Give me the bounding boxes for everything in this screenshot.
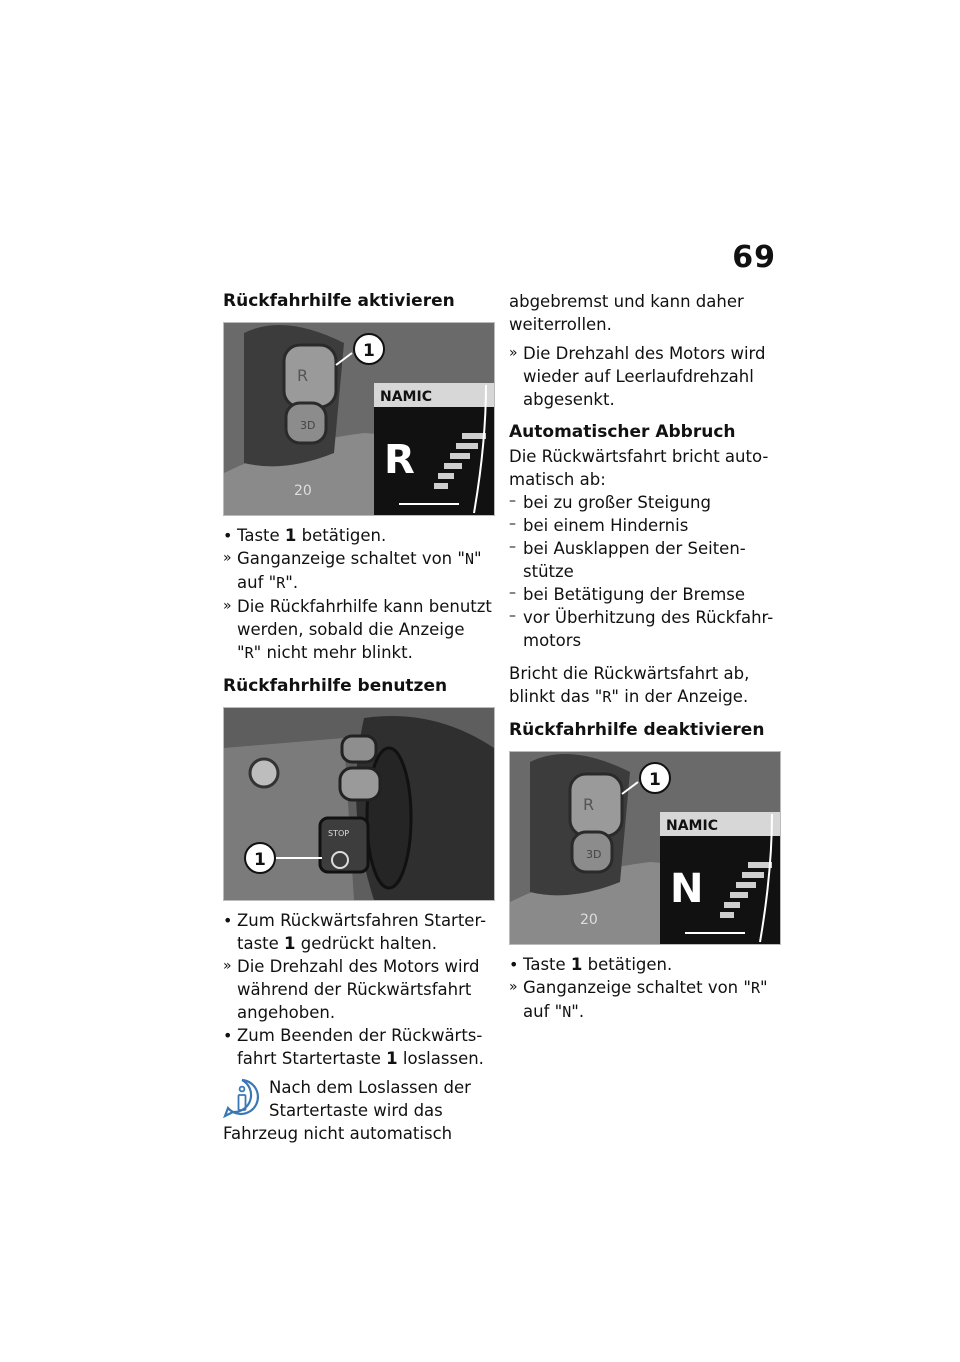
right-column bbox=[509, 290, 781, 1024]
section-heading-abort: Automatischer Abbruch bbox=[509, 422, 736, 442]
abort-intro: Die Rückwärtsfahrt bricht auto- matisch ab: bbox=[509, 447, 769, 489]
section-heading-use: Rückfahrhilfe benutzen bbox=[223, 676, 448, 696]
callout-number: 1 bbox=[363, 341, 375, 361]
display-gear-text: R bbox=[384, 437, 415, 483]
bullet-marker: • bbox=[509, 955, 519, 974]
section-heading-deactivate: Rückfahrhilfe deaktivieren bbox=[509, 720, 765, 740]
result-line: » Ganganzeige schaltet von "N" auf "R". bbox=[223, 549, 482, 592]
callout-number: 1 bbox=[254, 850, 266, 870]
info-note: Nach dem Loslassen der Startertaste wird das Fahrzeug nicht automatisch bbox=[223, 1078, 471, 1143]
stop-label: STOP bbox=[328, 829, 350, 838]
instruction-step: • Taste 1 betätigen. bbox=[509, 955, 673, 974]
instruction-step: • Zum Rückwärtsfahren Starter- taste 1 gedrückt halten. bbox=[223, 911, 487, 953]
figure-activate-dashboard bbox=[223, 322, 495, 516]
result-marker: » bbox=[509, 345, 518, 361]
svg-text:R: R bbox=[297, 366, 309, 385]
svg-text:3D: 3D bbox=[586, 848, 602, 861]
display-gear-text: N bbox=[670, 866, 704, 912]
bullet-marker: • bbox=[223, 911, 233, 930]
display-mode-text: NAMIC bbox=[666, 818, 718, 834]
continuation-text: abgebremst und kann daher weiterrollen. bbox=[509, 292, 744, 334]
result-marker: » bbox=[223, 958, 232, 974]
r-button-shape bbox=[284, 345, 336, 407]
list-item: – bei zu großer Steigung bbox=[509, 493, 711, 512]
result-marker: » bbox=[223, 550, 232, 566]
svg-text:R: R bbox=[583, 795, 595, 814]
bullet-marker: • bbox=[223, 526, 233, 545]
list-item: – bei Betätigung der Bremse bbox=[509, 585, 746, 604]
list-item: – bei Ausklappen der Seiten- stütze bbox=[509, 539, 746, 581]
result-line: » Die Rückfahrhilfe kann benutzt werden, sobald die Anzeige "R" nicht mehr blinkt. bbox=[223, 597, 492, 662]
figure-deactivate-dashboard bbox=[509, 751, 781, 945]
speed-mark: 20 bbox=[294, 483, 312, 499]
result-line: » Die Drehzahl des Motors wird während der Rückwärtsfahrt angehoben. bbox=[223, 957, 480, 1022]
display-mode-text: NAMIC bbox=[380, 389, 432, 405]
bullet-marker: • bbox=[223, 1026, 233, 1045]
instruction-step: • Taste 1 betätigen. bbox=[223, 526, 387, 545]
list-item: – vor Überhitzung des Rückfahr- motors bbox=[509, 608, 774, 650]
abort-outro: Bricht die Rückwärtsfahrt ab, blinkt das "R" in der Anzeige. bbox=[509, 664, 750, 706]
instruction-step: • Zum Beenden der Rückwärts- fahrt Startertaste 1 loslassen. bbox=[223, 1026, 484, 1068]
result-marker: » bbox=[509, 979, 518, 995]
page-number: 69 bbox=[732, 240, 776, 275]
section-heading-activate: Rückfahrhilfe aktivieren bbox=[223, 291, 455, 311]
svg-text:3D: 3D bbox=[300, 419, 316, 432]
list-item: – bei einem Hindernis bbox=[509, 516, 689, 535]
figure-starter-button bbox=[223, 707, 495, 901]
speed-mark: 20 bbox=[580, 912, 598, 928]
result-marker: » bbox=[223, 598, 232, 614]
callout-number: 1 bbox=[649, 770, 661, 790]
result-line: » Ganganzeige schaltet von "R" auf "N". bbox=[509, 978, 768, 1021]
left-column bbox=[223, 290, 495, 1145]
result-line: » Die Drehzahl des Motors wird wieder auf Leerlaufdrehzahl abgesenkt. bbox=[509, 344, 766, 409]
info-icon bbox=[223, 1078, 261, 1118]
